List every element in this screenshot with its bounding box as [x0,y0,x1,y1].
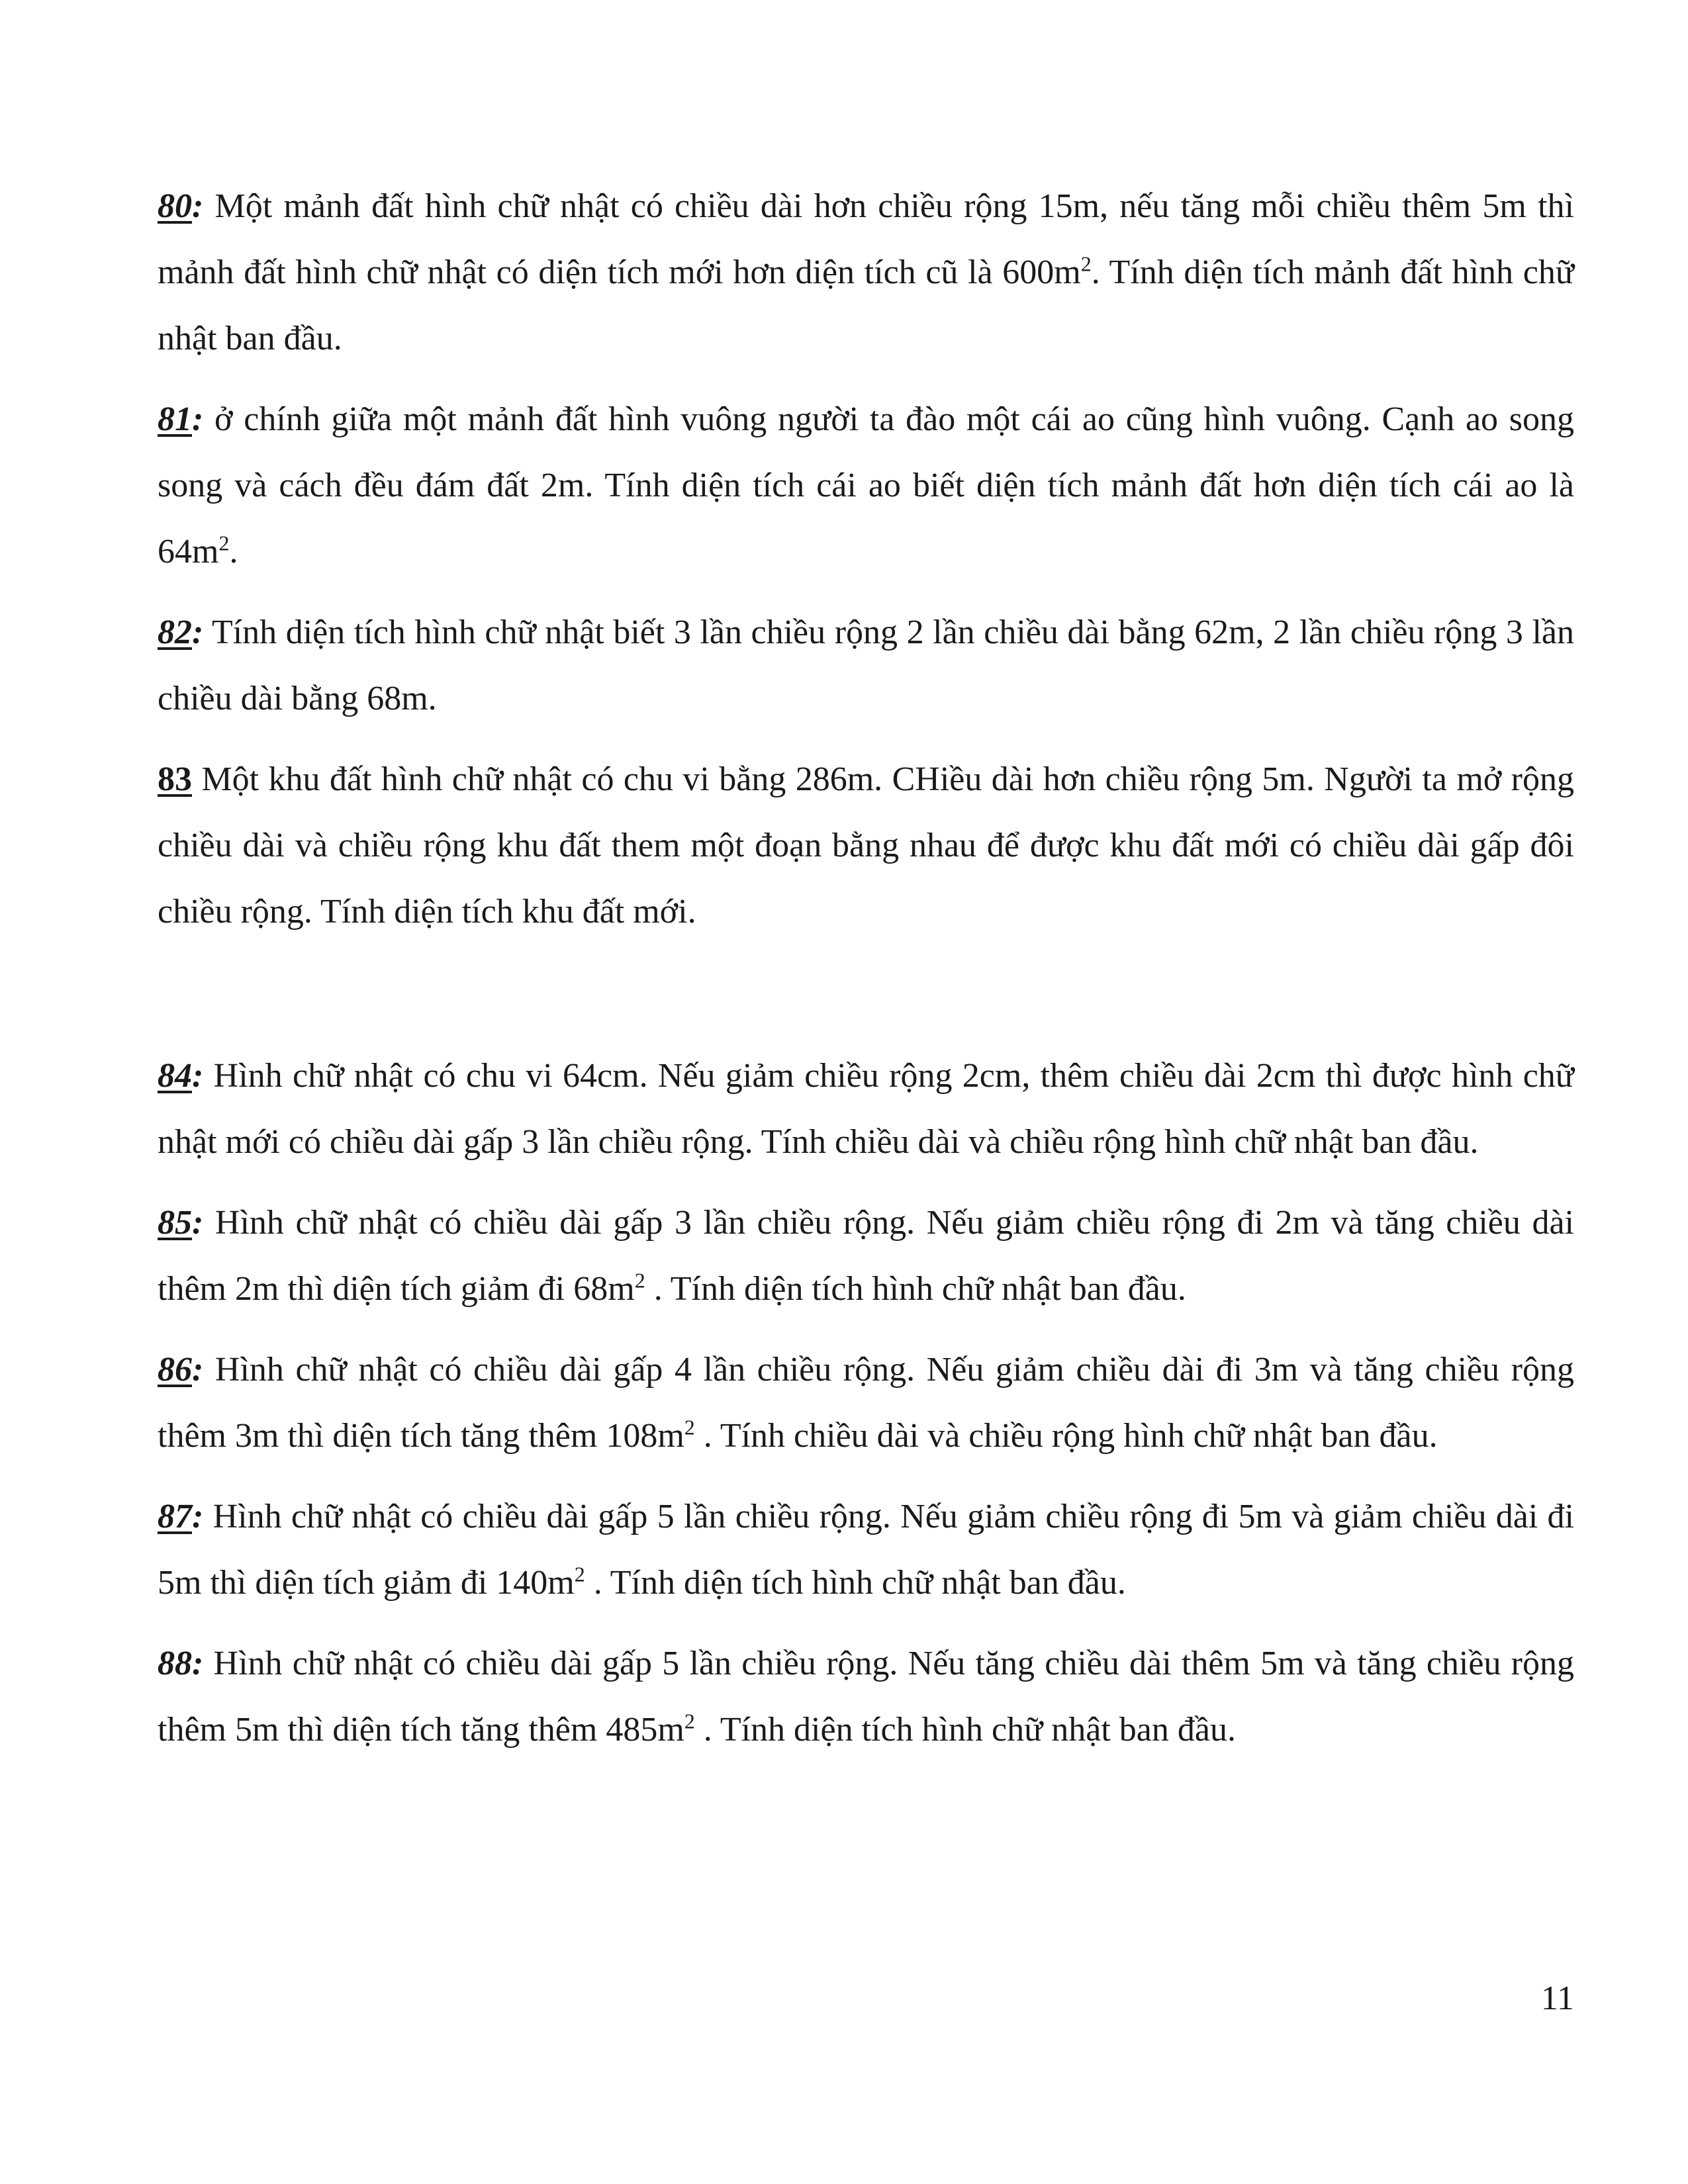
problem-81 [158,387,1574,585]
problem-text: Hình chữ nhật có chiều dài gấp 5 lần chiều rộng. Nếu tăng chiều dài thêm 5m và tăng chiều rộng thêm 5m thì diện tích tăng thêm 485m [158,1645,1574,1749]
problem-number: 80: [158,187,204,225]
problem-text-end: . Tính diện tích hình chữ nhật ban đầu. [585,1564,1126,1602]
superscript: 2 [634,1268,645,1293]
problem-80 [158,173,1574,372]
superscript: 2 [218,531,230,555]
problem-number: 87: [158,1498,204,1535]
problem-88 [158,1631,1574,1763]
page-number: 11 [1540,1979,1574,2017]
superscript: 2 [1080,251,1092,276]
problem-text-end: . [229,533,238,570]
problem-number: 82: [158,614,204,651]
problem-82 [158,600,1574,732]
problem-number: 85: [158,1204,204,1242]
problem-number: 88: [158,1645,204,1682]
problem-text: ở chính giữa một mảnh đất hình vuông người ta đào một cái ao cũng hình vuông. Cạnh ao song song và cách đều đám đất 2m. Tính diện tích cái ao biết diện tích mảnh đất hơn diện tích cái ao là 64m [158,400,1574,570]
problem-85 [158,1190,1574,1322]
problem-text-end: . Tính diện tích hình chữ nhật ban đầu. [694,1711,1236,1749]
problem-84 [158,1043,1574,1175]
superscript: 2 [684,1709,695,1733]
problem-text: Một mảnh đất hình chữ nhật có chiều dài hơn chiều rộng 15m, nếu tăng mỗi chiều thêm 5m thì mảnh đất hình chữ nhật có diện tích mới hơn diện tích cũ là 600m [158,187,1574,291]
problem-83 [158,747,1574,945]
superscript: 2 [684,1415,695,1439]
problem-text: Hình chữ nhật có chiều dài gấp 5 lần chiều rộng. Nếu giảm chiều rộng đi 5m và giảm chiều dài đi 5m thì diện tích giảm đi 140m [158,1498,1574,1602]
problem-86 [158,1337,1574,1469]
problem-number: 84: [158,1057,204,1095]
problem-text: Hình chữ nhật có chu vi 64cm. Nếu giảm chiều rộng 2cm, thêm chiều dài 2cm thì được hình chữ nhật mới có chiều dài gấp 3 lần chiều rộng. Tính chiều dài và chiều rộng hình chữ nhật ban đầu. [158,1057,1574,1161]
problem-number: 86: [158,1351,204,1388]
problem-number: 83 [158,760,192,798]
problem-text: Tính diện tích hình chữ nhật biết 3 lần chiều rộng 2 lần chiều dài bằng 62m, 2 lần chiều rộng 3 lần chiều dài bằng 68m. [158,614,1574,717]
problem-text-end: . Tính diện tích mảnh đất hình chữ nhật ban đầu. [158,253,1574,357]
problem-text-end: . Tính chiều dài và chiều rộng hình chữ nhật ban đầu. [694,1417,1438,1455]
problem-text: Hình chữ nhật có chiều dài gấp 3 lần chiều rộng. Nếu giảm chiều rộng đi 2m và tăng chiều dài thêm 2m thì diện tích giảm đi 68m [158,1204,1574,1308]
document-page [158,173,1574,1778]
problem-text: Hình chữ nhật có chiều dài gấp 4 lần chiều rộng. Nếu giảm chiều dài đi 3m và tăng chiều rộng thêm 3m thì diện tích tăng thêm 108m [158,1351,1574,1455]
superscript: 2 [574,1562,585,1586]
problem-number: 81: [158,400,204,438]
problem-87 [158,1484,1574,1616]
problem-text: Một khu đất hình chữ nhật có chu vi bằng 286m. CHiều dài hơn chiều rộng 5m. Người ta mở rộng chiều dài và chiều rộng khu đất them một đoạn bằng nhau để được khu đất mới có chiều dài gấp đôi chiều rộng. Tính diện tích khu đất mới. [158,760,1574,931]
problem-text-end: . Tính diện tích hình chữ nhật ban đầu. [645,1270,1186,1308]
